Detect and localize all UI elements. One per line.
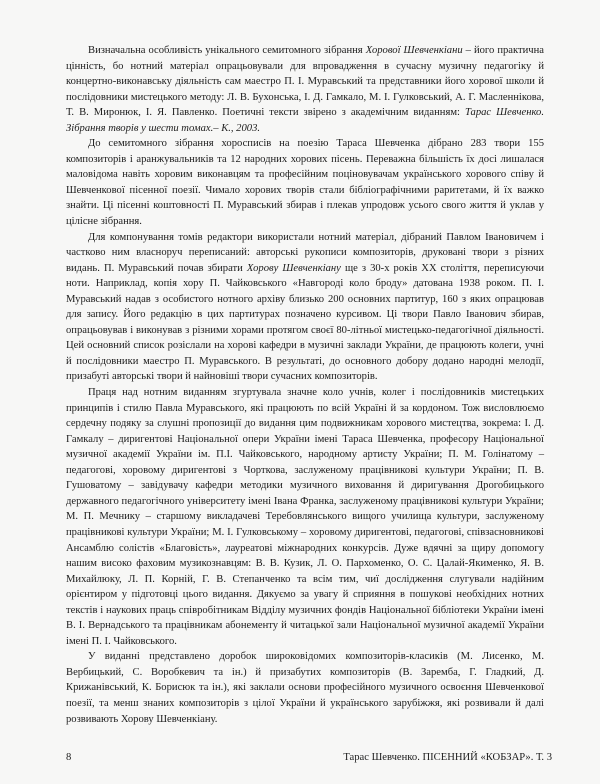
paragraph-3	[66, 230, 544, 385]
paragraph-4	[66, 385, 544, 649]
text-run: Визначальна особливість унікального семитомного зібрання	[88, 45, 366, 56]
paragraph-1	[66, 43, 544, 136]
running-title: Тарас Шевченко. ПІСЕННИЙ «КОБЗАР». Т. 3	[343, 752, 552, 763]
page-footer	[66, 752, 552, 768]
text-run: ще з 30-х років XX століття, переписуючи ноти. Наприклад, копія хору П. Чайковського «Навгороді коло броду» датована 1938 роком. П. І. Муравський надав з особистого нотного архіву близько 200 основних партитур, 160 з яких опрацював для запису. Його редакцію в цих партитурах позначено курсивом. Ці твори Павло Іванович збирав, опрацьовував і виконував з різними хорами протягом своєї 80-літньої мистецько-педагогічної діяльності. Цей основний список розіслали на хорові кафедри в музичні заклади України, де працюють колеги, учні й послідовники маестро П. Муравського. В результаті, до основного добору додано народні мелодії, призабуті авторські твори й найновіші твори сучасних композиторів.	[66, 262, 544, 383]
text-run: У виданні представлено доробок широковідомих композиторів-класиків (М. Лисенко, М. Вербицький, С. Воробкевич та ін.) й призабутих композиторів (В. Заремба, Г. Гладкий, Д. Крижанівський, К. Борисюк та ін.), які заклали основи професійного музичного освоєння Шевченкової поезії, та менш знаних композиторів з цілої України й українського зарубіжжя, які розвивали й далі розвивають Хорову Шевченкіану.	[66, 651, 544, 725]
paragraph-5	[66, 649, 544, 727]
text-run: Для компонування томів редактори використали нотний матеріал, дібраний Павлом Івановичем і частково ним власноруч переписаний: авторські рукописи композиторів, друковані твори з різних видань. П. Муравський почав збирати	[66, 231, 544, 274]
italic-run: Хорову Шевченкіану	[246, 262, 341, 274]
paragraph-2	[66, 136, 544, 229]
text-run: До семитомного зібрання хоросписів на поезію Тараса Шевченка дібрано 283 твори 155 композиторів і аранжувальників та 12 народних хорових пісень. Переважна більшість їх досі лишалася маловідома навіть хоровим виконавцям та професійним поціновувачам українського хорового співу й Шевченкової пісенної поезії. Чимало хорових творів стали бібліографічними раритетами, й їх важко знайти. Ці пісенні коштовності П. Муравський збирав і плекав упродовж усього свого життя й уклав у цілісне зібрання.	[66, 138, 544, 228]
page-number: 8	[66, 752, 72, 763]
italic-run: Тарас Шевченко. Зібрання творів у шести томах.– К., 2003.	[66, 107, 544, 134]
text-run: – його практична цінність, бо нотний матеріал опрацьовували для впровадження в сучасну музичну педагогіку й концертно-виконавську діяльність сам маестро П. І. Муравський та представники його хорової школи й послідовники мистецького методу: Л. В. Бухонська, І. Д. Гамкало, М. І. Гулковський, А. Г. Масленнікова, Т. В. Миронюк, І. Я. Павленко. Поетичні тексти звірено з академічним виданням:	[66, 45, 544, 119]
text-run: Праця над нотним виданням згуртувала значне коло учнів, колег і послідовників мистецьких принципів і стилю Павла Муравського, які працюють по всій Україні й за кордоном. Тож висловлюємо сердечну подяку за слушні пропозиції до видання цим подвижникам хорового мистецтва, зокрема: І. Д. Гамкалу – диригентові Національної опери України імені Тараса Шевченка, професору Національної музичної академії України ім. П.І. Чайковського, народному артисту України; П. М. Голінатому – педагогові, хоровому диригентові з Чорткова, заслуженому працівникові культури України; П. В. Гушоватому – завідувачу кафедри методики музичного виховання й диригування Дрогобицького державного педагогічного університету імені Івана Франка, заслуженому працівникові культури України; М. П. Мечнику – старшому викладачеві Теребовлянського вищого училища культури, заслуженому працівникові культури України; М. І. Гулковському – хоровому диригентові, педагогові, співзасновникові Ансамблю солістів «Благовість», лауреатові міжнародних конкурсів. Дуже вдячні за щиру допомогу нашим високо фаховим музикознавцям: В. В. Кузик, Л. О. Пархоменко, О. С. Цалай-Якименко, Я. В. Михайлюку, Л. П. Корній, Г. В. Степанченко та всім тим, чиї дослідження слугували надійним орієнтиром у підготовці цього видання. Дякуємо за увагу й сприяння в пошукові необхідних нотних текстів і наукових праць співробітникам Відділу музичних фондів Національної бібліотеки України імені В. І. Вернадського та працівникам абонементу й читацької зали Національної музичної академії України імені П. І. Чайковського.	[66, 387, 544, 647]
body-text	[66, 43, 544, 727]
italic-run: Хорової Шевченкіани	[365, 45, 463, 56]
